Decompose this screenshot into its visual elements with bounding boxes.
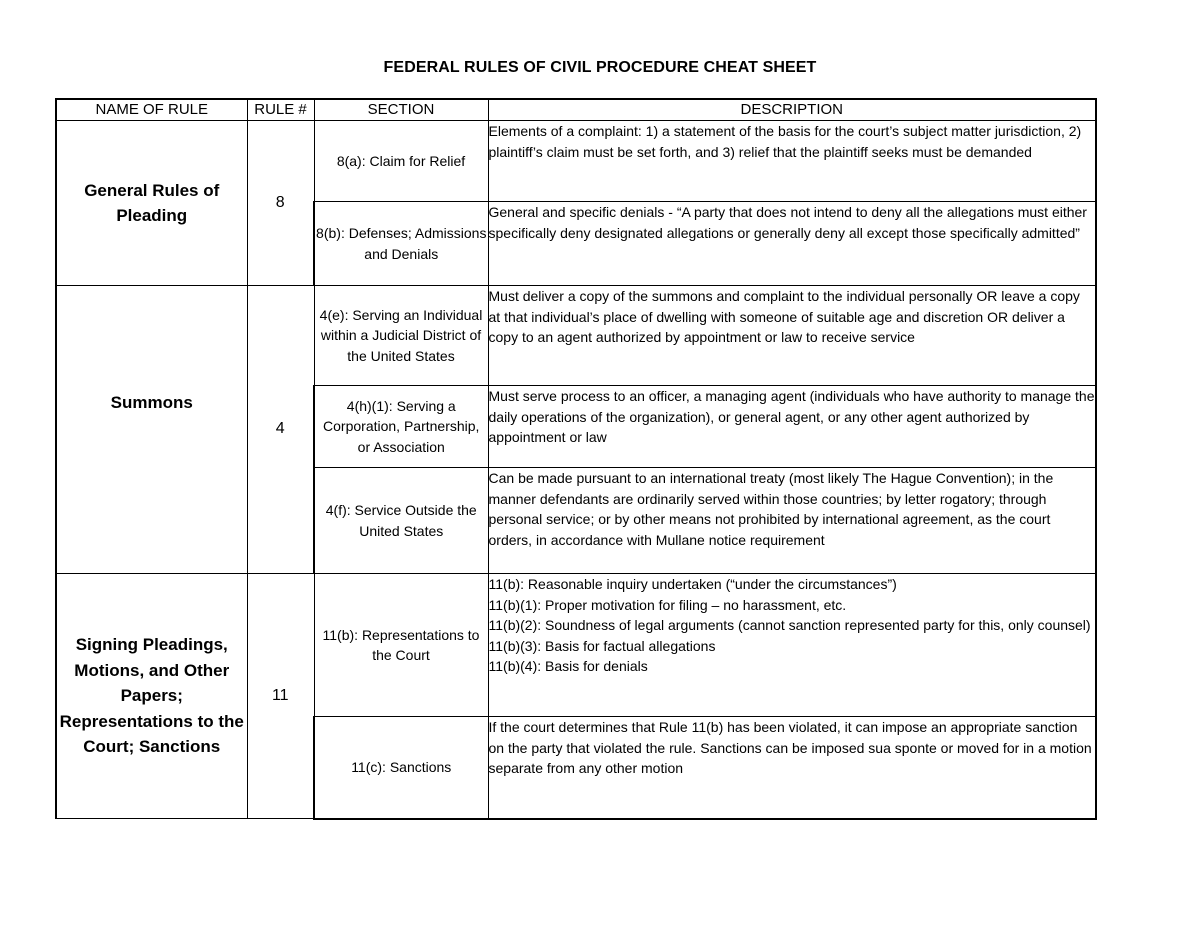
description-cell [488, 574, 1096, 717]
rules-table [55, 98, 1097, 820]
description-cell [488, 286, 1096, 386]
rule-name-cell: Signing Pleadings, Motions, and Other Papers; Representations to the Court; Sanctions [56, 574, 247, 819]
description-line: If the court determines that Rule 11(b) has been violated, it can impose an appropriate sanction on the party that violated the rule. Sanctions can be imposed sua sponte or moved for in a motion separate from any other motion [488, 719, 1092, 776]
description-cell [488, 202, 1096, 286]
description-line: Elements of a complaint: 1) a statement of the basis for the court’s subject matter jurisdiction, 2) plaintiff’s claim must be set forth, and 3) relief that the plaintiff seeks must be demanded [488, 123, 1082, 160]
description-line: 11(b)(4): Basis for denials [488, 658, 648, 674]
header-section: SECTION [314, 99, 488, 121]
header-rule-number: RULE # [247, 99, 314, 121]
rule-number-cell: 4 [247, 286, 314, 574]
description-cell [488, 121, 1096, 202]
table-row [56, 286, 1096, 386]
section-cell: 4(e): Serving an Individual within a Judicial District of the United States [314, 286, 488, 386]
section-cell: 8(a): Claim for Relief [314, 121, 488, 202]
description-cell [488, 468, 1096, 574]
rule-name-cell: Summons [56, 286, 247, 574]
description-line: 11(b)(3): Basis for factual allegations [488, 637, 716, 654]
description-line: Must deliver a copy of the summons and complaint to the individual personally OR leave a copy at that individual’s place of dwelling with someone of suitable age and discretion OR deliver a copy to an agent authorized by appointment or law to receive service [488, 288, 1080, 345]
description-line: 11(b)(1): Proper motivation for filing – no harassment, etc. [488, 596, 847, 613]
document-title: FEDERAL RULES OF CIVIL PROCEDURE CHEAT SHEET [383, 59, 817, 76]
table-row [56, 121, 1096, 202]
section-cell: 4(h)(1): Serving a Corporation, Partnership, or Association [314, 386, 488, 468]
section-cell: 11(c): Sanctions [314, 717, 488, 819]
description-line: General and specific denials - “A party that does not intend to deny all the allegations must either specifically deny designated allegations or generally deny all except those specifically admitted” [488, 204, 1087, 241]
description-line: 11(b): Reasonable inquiry undertaken (“under the circumstances”) [488, 576, 897, 592]
section-cell: 4(f): Service Outside the United States [314, 468, 488, 574]
section-cell: 8(b): Defenses; Admissions and Denials [314, 202, 488, 286]
rule-name-cell: General Rules of Pleading [56, 121, 247, 286]
rule-number-cell: 11 [247, 574, 314, 819]
rule-number-cell: 8 [247, 121, 314, 286]
description-line: 11(b)(2): Soundness of legal arguments (cannot sanction represented party for this, only counsel) [488, 617, 1091, 633]
description-line: Can be made pursuant to an international treaty (most likely The Hague Convention); in the manner defendants are ordinarily served within those countries; by letter rogatory; through personal service; or by other means not prohibited by international agreement, as the court orders, in accordance with Mullane notice requirement [488, 470, 1054, 548]
table-row [56, 574, 1096, 717]
header-name-of-rule: NAME OF RULE [56, 99, 247, 121]
section-cell: 11(b): Representations to the Court [314, 574, 488, 717]
description-line: Must serve process to an officer, a managing agent (individuals who have authority to manage the daily operations of the organization), or general agent, or any other agent authorized by appointment or law [488, 388, 1095, 445]
header-row [56, 99, 1096, 121]
header-description: DESCRIPTION [488, 99, 1096, 121]
description-cell [488, 717, 1096, 819]
description-cell [488, 386, 1096, 468]
